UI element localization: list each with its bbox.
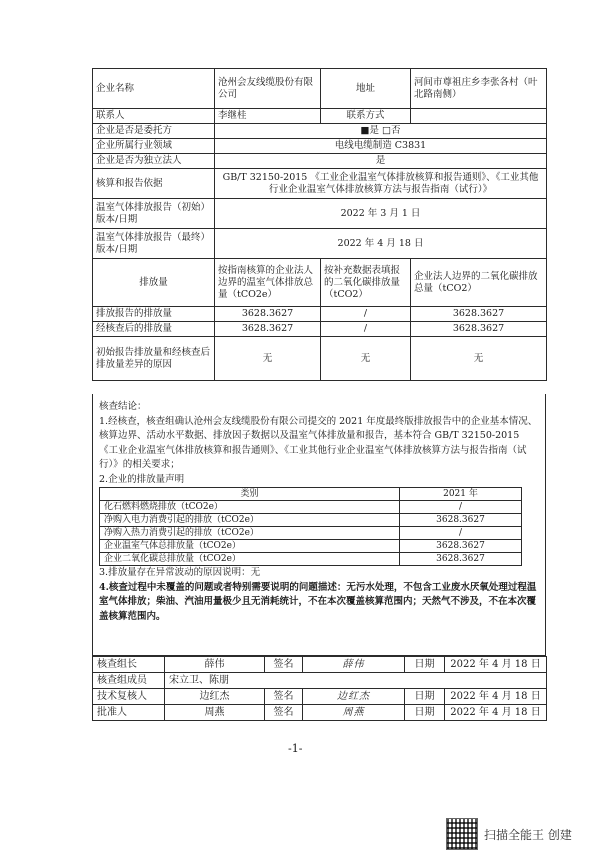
- row-value: 无: [321, 337, 411, 381]
- contact-label: 联系人: [93, 109, 215, 124]
- conclusion-paragraph-1: 1.经核查，核查组确认沧州会友线缆股份有限公司提交的 2021 年度最终版排放报告中的企业基本情况、核算边界、活动水平数据、排放因子数据以及温室气体排放量和报告，基本符合 GB/T 32150-2015 《工业企业温室气体排放核算和报告通则》、《工业其他行业企业温室气体排放核算方法与报告指南（试行）》的相关要求；: [99, 415, 538, 470]
- final-report-label: 温室气体排放报告（最终）版本/日期: [93, 229, 215, 259]
- address-label: 地址: [321, 69, 411, 109]
- statement-label: 净购入热力消费引起的排放（tCO2e）: [100, 527, 400, 540]
- table-row: [93, 322, 547, 337]
- contact: 李继桂: [215, 109, 321, 124]
- company-name-label: 企业名称: [93, 69, 215, 109]
- contact-method-label: 联系方式: [321, 109, 411, 124]
- row-value: /: [321, 307, 411, 322]
- conclusion-section: [92, 394, 546, 656]
- initial-report-label: 温室气体排放报告（初始）版本/日期: [93, 199, 215, 229]
- conclusion-title: 核查结论：: [99, 401, 147, 412]
- members: 宋立卫、陈朋: [165, 673, 547, 689]
- contact-method: [411, 109, 547, 124]
- leader-signature: 薛伟: [303, 657, 405, 673]
- date-label: 日期: [405, 657, 445, 673]
- emissions-col2-header: 按补充数据表填报的二氧化碳排放量（tCO2）: [321, 259, 411, 307]
- approver-label: 批准人: [93, 705, 165, 721]
- date-label: 日期: [405, 705, 445, 721]
- reviewer-name: 边红杰: [165, 689, 265, 705]
- basis-label: 核算和报告依据: [93, 169, 215, 199]
- statement-label: 企业二氧化碳总排放量（tCO2e）: [100, 553, 400, 566]
- row-value: 3628.3627: [215, 322, 321, 337]
- row-value: 3628.3627: [411, 322, 547, 337]
- basis: GB/T 32150-2015 《工业企业温室气体排放核算和报告通则》、《工业其他行业企业温室气体排放核算方法与报告指南（试行）》: [215, 169, 547, 199]
- approver-date: 2022 年 4 月 18 日: [445, 705, 547, 721]
- leader-name: 薛伟: [165, 657, 265, 673]
- approver-name: 周燕: [165, 705, 265, 721]
- approver-signature: 周燕: [303, 705, 405, 721]
- page-number: -1-: [288, 742, 303, 755]
- approved-value: ■是 □否: [215, 124, 547, 139]
- table-row: [100, 527, 522, 540]
- date-label: 日期: [405, 689, 445, 705]
- statement-label: 化石燃料燃烧排放（tCO2e）: [100, 501, 400, 514]
- emissions-header-label: 排放量: [93, 259, 215, 307]
- initial-report: 2022 年 3 月 1 日: [215, 199, 547, 229]
- row-label: 排放报告的排放量: [93, 307, 215, 322]
- emissions-col3-header: 企业法人边界的二氧化碳排放总量（tCO2）: [411, 259, 547, 307]
- reviewer-date: 2022 年 4 月 18 日: [445, 689, 547, 705]
- statement-value: 3628.3627: [400, 553, 522, 566]
- industry: 电线电缆制造 C3831: [215, 139, 547, 154]
- sign-label: 签名: [265, 705, 303, 721]
- row-value: 无: [215, 337, 321, 381]
- independent-label: 企业是否为独立法人: [93, 154, 215, 169]
- row-label: 经核查后的排放量: [93, 322, 215, 337]
- leader-date: 2022 年 4 月 18 日: [445, 657, 547, 673]
- qr-code-icon: [446, 818, 478, 850]
- row-value: 无: [411, 337, 547, 381]
- row-value: 3628.3627: [215, 307, 321, 322]
- sign-label: 签名: [265, 689, 303, 705]
- leader-label: 核查组长: [93, 657, 165, 673]
- reviewer-signature: 边红杰: [303, 689, 405, 705]
- statement-value: 3628.3627: [400, 514, 522, 527]
- statement-label: 企业温室气体总排放量（tCO2e）: [100, 540, 400, 553]
- table-row: [100, 514, 522, 527]
- statement-value: /: [400, 501, 522, 514]
- emission-statement-table: [99, 487, 522, 566]
- report-info-table: [92, 68, 547, 381]
- conclusion-paragraph-3: 3.排放量存在异常波动的原因说明：无: [99, 567, 261, 578]
- table-row: [93, 307, 547, 322]
- statement-header-type: 类别: [100, 488, 400, 501]
- row-value: /: [321, 322, 411, 337]
- table-row: [100, 501, 522, 514]
- members-label: 核查组成员: [93, 673, 165, 689]
- address: 河间市尊祖庄乡李张各村（叶北路南侧）: [411, 69, 547, 109]
- approved-label: 企业是否是委托方: [93, 124, 215, 139]
- conclusion-paragraph-4: 4.核查过程中未覆盖的问题或者特别需要说明的问题描述：无污水处理，不包含工业废水厌氧处理过程温室气体排放；柴油、汽油用量极少且无消耗统计，不在本次覆盖核算范围内；天然气不涉及，不在本次覆盖核算范围内。: [99, 581, 537, 622]
- statement-value: /: [400, 527, 522, 540]
- industry-label: 企业所属行业领域: [93, 139, 215, 154]
- table-row: [100, 540, 522, 553]
- table-row: [93, 337, 547, 381]
- statement-header-year: 2021 年: [400, 488, 522, 501]
- scanner-watermark: [446, 818, 572, 850]
- conclusion-paragraph-2: 2.企业的排放量声明: [99, 473, 185, 485]
- row-value: 3628.3627: [411, 307, 547, 322]
- statement-value: 3628.3627: [400, 540, 522, 553]
- final-report: 2022 年 4 月 18 日: [215, 229, 547, 259]
- sign-label: 签名: [265, 657, 303, 673]
- reviewer-label: 技术复核人: [93, 689, 165, 705]
- signature-table: [92, 656, 547, 721]
- scanner-app-name: 扫描全能王 创建: [484, 827, 572, 842]
- emissions-col1-header: 按指南核算的企业法人边界的温室气体排放总量（tCO2e）: [215, 259, 321, 307]
- row-label: 初始报告排放量和经核查后排放量差异的原因: [93, 337, 215, 381]
- independent: 是: [215, 154, 547, 169]
- table-row: [100, 553, 522, 566]
- company-name: 沧州会友线缆股份有限公司: [215, 69, 321, 109]
- statement-label: 净购入电力消费引起的排放（tCO2e）: [100, 514, 400, 527]
